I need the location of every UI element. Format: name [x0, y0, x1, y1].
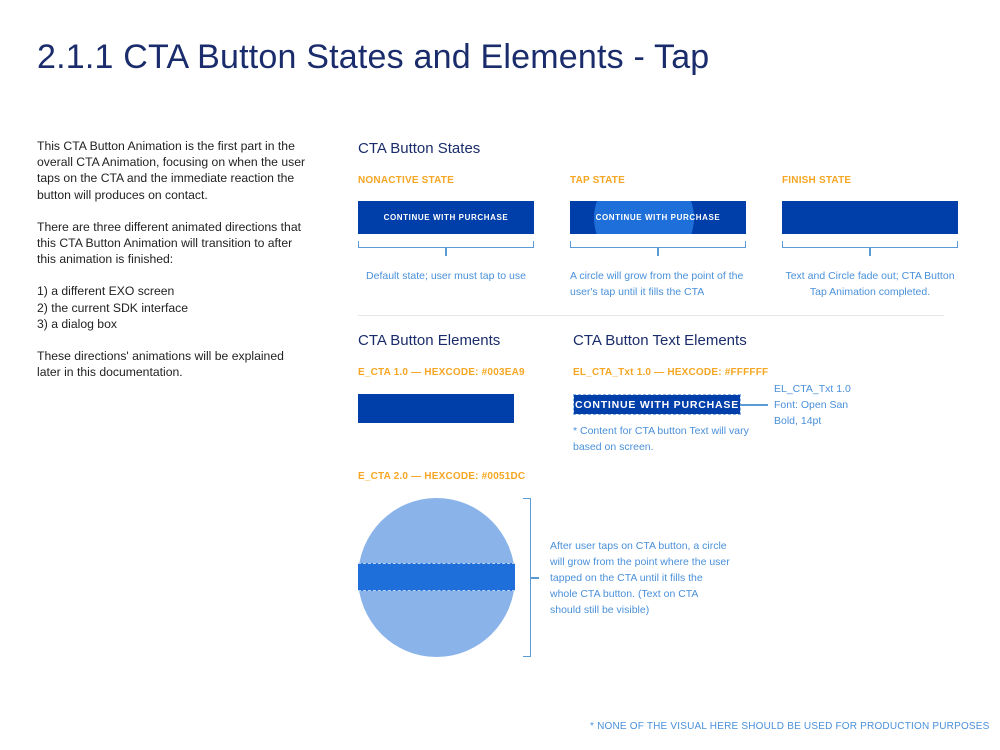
footnote: * NONE OF THE VISUAL HERE SHOULD BE USED FOR PRODUCTION PURPOSES: [590, 721, 990, 732]
circle-bracket: [523, 498, 531, 657]
text-element-spec: [774, 381, 894, 429]
intro-paragraph-2: There are three different animated directions that this CTA Button Animation will transition to after this animation is finished:: [37, 219, 301, 267]
text-elements-heading: CTA Button Text Elements: [573, 332, 747, 349]
spec-line: Bold, 14pt: [774, 415, 822, 427]
circle-caption: After user taps on CTA button, a circle will grow from the point where the user tapped on the CTA until it fills the whole CTA button. (Text on CTA should still be visible): [550, 540, 730, 616]
bracket: [570, 241, 746, 248]
intro-paragraph-3: These directions' animations will be explained later in this documentation.: [37, 349, 284, 380]
e-cta-2-button-band: [358, 563, 515, 591]
bracket-tick: [869, 248, 871, 256]
bracket: [358, 241, 534, 248]
nonactive-caption: Default state; user must tap to use: [366, 270, 526, 282]
bracket-tick: [531, 577, 539, 579]
bracket: [782, 241, 958, 248]
states-heading: CTA Button States: [358, 140, 481, 157]
e-cta-1-swatch: [358, 394, 514, 423]
cta-button-finish[interactable]: [782, 201, 958, 234]
intro-text: [37, 138, 307, 396]
intro-paragraph-1: This CTA Button Animation is the first part in the overall CTA Animation, focusing on when the user taps on the CTA and the immediate reaction the button will produces on contact.: [37, 139, 306, 202]
spec-line: EL_CTA_Txt 1.0: [774, 383, 851, 395]
bracket-tick: [445, 248, 447, 256]
finish-state-label: FINISH STATE: [782, 175, 852, 186]
cta-button-tap-label: CONTINUE WITH PURCHASE: [595, 213, 721, 222]
e-cta-2-label: E_CTA 2.0 — HEXCODE: #0051DC: [358, 471, 526, 482]
spec-line: Font: Open San: [774, 399, 849, 411]
text-element-note: * Content for CTA button Text will vary based on screen.: [573, 425, 749, 453]
page-title: 2.1.1 CTA Button States and Elements - Tap: [37, 38, 710, 76]
nonactive-state-label: NONACTIVE STATE: [358, 175, 454, 186]
elements-heading: CTA Button Elements: [358, 332, 501, 349]
cta-text-element: CONTINUE WITH PURCHASE: [574, 395, 740, 414]
tap-caption: A circle will grow from the point of the user's tap until it fills the CTA: [570, 270, 744, 298]
text-element-connector: [740, 404, 768, 406]
intro-list-item: 2) the current SDK interface: [37, 300, 189, 315]
intro-list-item: 3) a dialog box: [37, 316, 117, 331]
cta-button-nonactive[interactable]: CONTINUE WITH PURCHASE: [358, 201, 534, 234]
tap-state-label: TAP STATE: [570, 175, 625, 186]
section-divider: [358, 315, 944, 316]
intro-list-item: 1) a different EXO screen: [37, 284, 175, 299]
bracket-tick: [657, 248, 659, 256]
finish-caption: Text and Circle fade out; CTA Button Tap Animation completed.: [785, 270, 955, 298]
e-cta-1-label: E_CTA 1.0 — HEXCODE: #003EA9: [358, 367, 525, 378]
cta-button-tap[interactable]: [570, 201, 746, 234]
text-element-label: EL_CTA_Txt 1.0 — HEXCODE: #FFFFFF: [573, 367, 769, 378]
